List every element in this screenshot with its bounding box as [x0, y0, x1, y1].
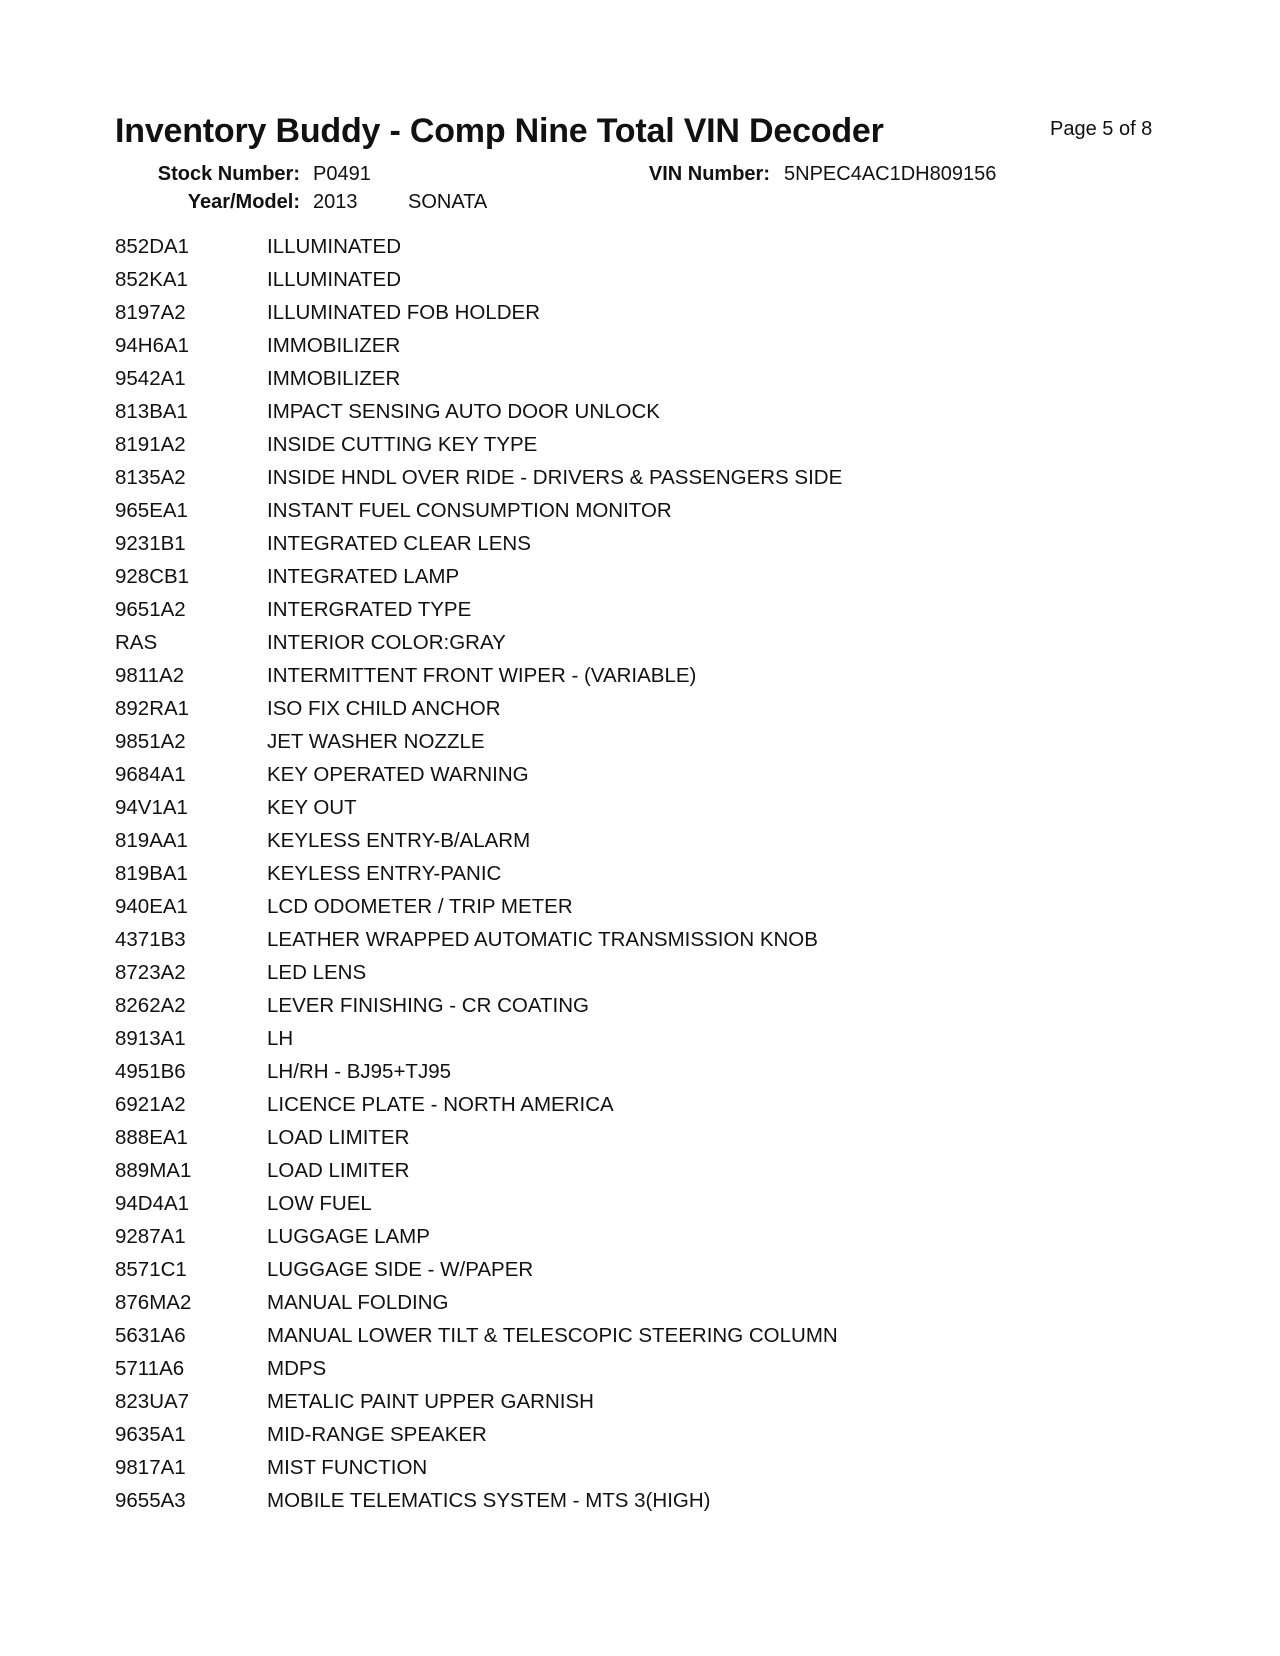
list-item — [115, 1022, 1175, 1055]
list-item — [115, 1385, 1175, 1418]
option-code: 8191A2 — [115, 432, 186, 456]
list-item — [115, 593, 1175, 626]
option-description: INTEGRATED CLEAR LENS — [267, 531, 531, 555]
vin-number-label: VIN Number: — [648, 163, 770, 185]
option-description: ISO FIX CHILD ANCHOR — [267, 696, 501, 720]
option-description: LED LENS — [267, 960, 367, 984]
option-code: 4951B6 — [115, 1059, 186, 1083]
option-code: 940EA1 — [115, 894, 188, 918]
option-code: 5711A6 — [115, 1356, 185, 1380]
option-code: 852DA1 — [115, 234, 190, 258]
model-value: SONATA — [408, 191, 488, 213]
option-description: KEYLESS ENTRY-B/ALARM — [267, 828, 531, 852]
option-code: 9231B1 — [115, 531, 186, 555]
list-item — [115, 791, 1175, 824]
option-description: LUGGAGE LAMP — [267, 1224, 430, 1248]
option-description: LEVER FINISHING - CR COATING — [267, 993, 589, 1017]
option-code: 94D4A1 — [115, 1191, 190, 1215]
option-description: LUGGAGE SIDE - W/PAPER — [267, 1257, 534, 1281]
option-code: 9635A1 — [115, 1422, 186, 1446]
list-item — [115, 923, 1175, 956]
option-code: 8723A2 — [115, 960, 186, 984]
option-code: 9811A2 — [115, 663, 185, 687]
option-description: LH — [267, 1026, 294, 1050]
option-description: INTERIOR COLOR:GRAY — [267, 630, 506, 654]
option-code: 928CB1 — [115, 564, 190, 588]
option-description: LH/RH - BJ95+TJ95 — [267, 1059, 451, 1083]
option-description: INTEGRATED LAMP — [267, 564, 460, 588]
option-code: 9684A1 — [115, 762, 186, 786]
option-code: 94H6A1 — [115, 333, 190, 357]
option-description: LCD ODOMETER / TRIP METER — [267, 894, 573, 918]
option-description: LOAD LIMITER — [267, 1125, 410, 1149]
list-item — [115, 626, 1175, 659]
page-number: Page 5 of 8 — [1050, 118, 1153, 140]
option-code: 965EA1 — [115, 498, 188, 522]
option-description: KEY OUT — [267, 795, 357, 819]
list-item — [115, 725, 1175, 758]
option-code: 888EA1 — [115, 1125, 188, 1149]
option-description: INTERGRATED TYPE — [267, 597, 472, 621]
option-code: 819AA1 — [115, 828, 188, 852]
list-item — [115, 428, 1175, 461]
option-description: LOW FUEL — [267, 1191, 372, 1215]
option-code: 9287A1 — [115, 1224, 186, 1248]
option-description: MOBILE TELEMATICS SYSTEM - MTS 3(HIGH) — [267, 1488, 711, 1512]
option-code: 9655A3 — [115, 1488, 186, 1512]
list-item — [115, 1088, 1175, 1121]
year-model-label: Year/Model: — [187, 191, 300, 213]
list-item — [115, 230, 1175, 263]
option-code: 892RA1 — [115, 696, 190, 720]
option-code: 9651A2 — [115, 597, 186, 621]
option-code: 6921A2 — [115, 1092, 186, 1116]
list-item — [115, 1187, 1175, 1220]
option-description: INSIDE HNDL OVER RIDE - DRIVERS & PASSENGERS SIDE — [267, 465, 843, 489]
option-code: 5631A6 — [115, 1323, 186, 1347]
option-code: 9817A1 — [115, 1455, 186, 1479]
list-item — [115, 362, 1175, 395]
option-description: METALIC PAINT UPPER GARNISH — [267, 1389, 594, 1413]
option-code: 4371B3 — [115, 927, 186, 951]
list-item — [115, 956, 1175, 989]
list-item — [115, 1352, 1175, 1385]
list-item — [115, 1220, 1175, 1253]
option-description: ILLUMINATED FOB HOLDER — [267, 300, 540, 324]
list-item — [115, 1484, 1175, 1517]
list-item — [115, 494, 1175, 527]
option-code: 8197A2 — [115, 300, 186, 324]
option-code: 8135A2 — [115, 465, 186, 489]
list-item — [115, 890, 1175, 923]
option-description: INSTANT FUEL CONSUMPTION MONITOR — [267, 498, 672, 522]
list-item — [115, 329, 1175, 362]
option-code: 813BA1 — [115, 399, 188, 423]
option-description: MIST FUNCTION — [267, 1455, 428, 1479]
list-item — [115, 857, 1175, 890]
option-description: MANUAL LOWER TILT & TELESCOPIC STEERING COLUMN — [267, 1323, 838, 1347]
list-item — [115, 989, 1175, 1022]
list-item — [115, 296, 1175, 329]
option-code: 823UA7 — [115, 1389, 190, 1413]
option-description: ILLUMINATED — [267, 234, 402, 258]
option-code: 8262A2 — [115, 993, 186, 1017]
option-code: RAS — [115, 630, 158, 654]
list-item — [115, 527, 1175, 560]
list-item — [115, 758, 1175, 791]
list-item — [115, 395, 1175, 428]
option-code: 9542A1 — [115, 366, 186, 390]
list-item — [115, 824, 1175, 857]
option-description: KEY OPERATED WARNING — [267, 762, 529, 786]
list-item — [115, 1418, 1175, 1451]
option-code: 876MA2 — [115, 1290, 192, 1314]
option-description: INSIDE CUTTING KEY TYPE — [267, 432, 538, 456]
list-item — [115, 1055, 1175, 1088]
option-description: ILLUMINATED — [267, 267, 402, 291]
list-item — [115, 263, 1175, 296]
list-item — [115, 1253, 1175, 1286]
page-title: Inventory Buddy - Comp Nine Total VIN Decoder — [115, 112, 884, 150]
option-description: IMPACT SENSING AUTO DOOR UNLOCK — [267, 399, 660, 423]
list-item — [115, 461, 1175, 494]
list-item — [115, 1286, 1175, 1319]
option-description: MANUAL FOLDING — [267, 1290, 449, 1314]
vin-number-value: 5NPEC4AC1DH809156 — [784, 163, 997, 185]
stock-number-value: P0491 — [313, 163, 371, 185]
option-description: JET WASHER NOZZLE — [267, 729, 485, 753]
option-description: IMMOBILIZER — [267, 333, 401, 357]
list-item — [115, 1121, 1175, 1154]
option-code: 94V1A1 — [115, 795, 188, 819]
option-code: 852KA1 — [115, 267, 188, 291]
option-description: IMMOBILIZER — [267, 366, 401, 390]
option-code: 889MA1 — [115, 1158, 192, 1182]
list-item — [115, 1319, 1175, 1352]
year-value: 2013 — [313, 191, 358, 213]
option-description: MID-RANGE SPEAKER — [267, 1422, 487, 1446]
option-description: INTERMITTENT FRONT WIPER - (VARIABLE) — [267, 663, 697, 687]
option-code: 819BA1 — [115, 861, 188, 885]
option-code: 8571C1 — [115, 1257, 187, 1281]
option-code: 8913A1 — [115, 1026, 186, 1050]
option-description: KEYLESS ENTRY-PANIC — [267, 861, 502, 885]
option-description: MDPS — [267, 1356, 327, 1380]
list-item — [115, 692, 1175, 725]
option-description: LEATHER WRAPPED AUTOMATIC TRANSMISSION KNOB — [267, 927, 818, 951]
list-item — [115, 1154, 1175, 1187]
list-item — [115, 1451, 1175, 1484]
option-description: LICENCE PLATE - NORTH AMERICA — [267, 1092, 614, 1116]
list-item — [115, 659, 1175, 692]
list-item — [115, 560, 1175, 593]
option-code-list — [115, 230, 1175, 1517]
stock-number-label: Stock Number: — [157, 163, 300, 185]
option-description: LOAD LIMITER — [267, 1158, 410, 1182]
option-code: 9851A2 — [115, 729, 186, 753]
